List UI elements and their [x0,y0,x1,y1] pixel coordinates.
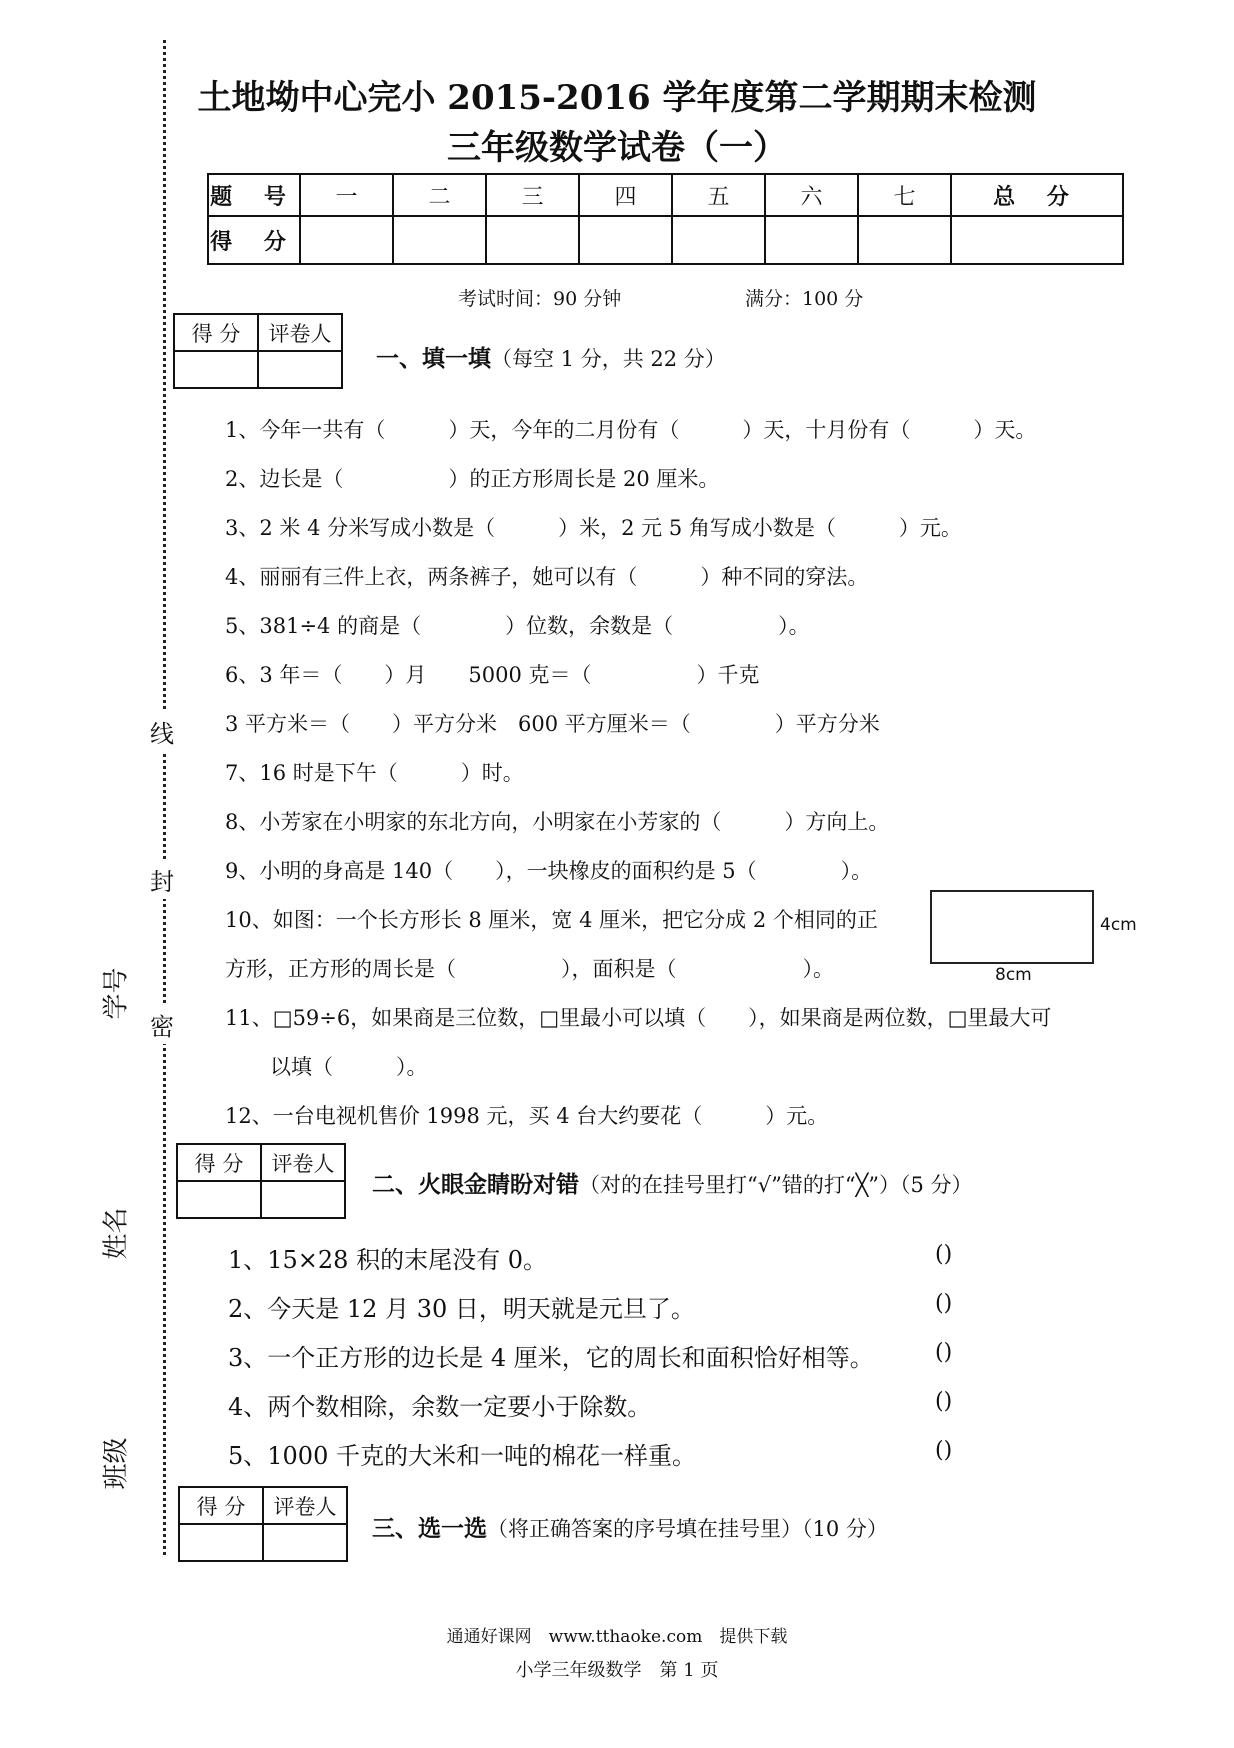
seal-char-feng: 封 [150,860,174,899]
score-table-col: 七 [858,174,951,216]
exam-title: 三年级数学试卷（一） [447,128,787,168]
grader-name-cell[interactable] [261,1181,345,1218]
grader-name-cell[interactable] [258,351,342,388]
score-table-total: 总 分 [951,174,1123,216]
score-cell[interactable] [393,216,486,264]
rectangle-figure [930,890,1094,964]
tf-item: 1、15×28 积的末尾没有 0。 [228,1246,547,1274]
grader-name-label: 评卷人 [263,1487,347,1524]
question: 3、2 米 4 分米写成小数是（ ）米，2 元 5 角写成小数是（ ）元。 [225,516,962,540]
question: 3 平方米＝（ ）平方分米 600 平方厘米＝（ ）平方分米 [225,712,880,736]
section3-title: 三、选一选 [372,1515,487,1542]
full-score: 满分：100 分 [745,288,864,310]
tf-item: 4、两个数相除，余数一定要小于除数。 [228,1393,652,1421]
grader-name-label: 评卷人 [258,314,342,351]
question: 2、边长是（ ）的正方形周长是 20 厘米。 [225,467,720,491]
score-table-col: 四 [579,174,672,216]
grader-score-label: 得 分 [179,1487,263,1524]
question: 9、小明的身高是 140（ ），一块橡皮的面积约是 5（ ）。 [225,859,873,883]
question: 11、□59÷6，如果商是三位数，□里最小可以填（ ），如果商是两位数，□里最大可 [225,1006,1052,1030]
score-table-col: 三 [486,174,579,216]
score-cell[interactable] [951,216,1123,264]
section2-heading [372,1166,973,1199]
score-table-row-label: 得 分 [208,216,300,264]
tf-item: 2、今天是 12 月 30 日，明天就是元旦了。 [228,1295,695,1323]
rect-width-label: 4cm [1100,915,1137,935]
score-cell[interactable] [858,216,951,264]
score-table-col: 二 [393,174,486,216]
section3-note: （将正确答案的序号填在挂号里）（10 分） [487,1517,888,1541]
score-table-col: 五 [672,174,765,216]
grader-score-cell[interactable] [179,1524,263,1561]
question: 4、丽丽有三件上衣，两条裤子，她可以有（ ）种不同的穿法。 [225,565,869,589]
answer-paren[interactable]: () [935,1242,953,1267]
footer-page: 小学三年级数学 第 1 页 [515,1660,719,1681]
score-table-col: 一 [300,174,393,216]
question: 12、一台电视机售价 1998 元，买 4 台大约要花（ ）元。 [225,1104,829,1128]
answer-paren[interactable]: () [935,1291,953,1316]
score-cell[interactable] [765,216,858,264]
question: 7、16 时是下午（ ）时。 [225,761,524,785]
student-name-label: 姓名 [101,1207,132,1260]
seal-char-mi: 密 [150,1005,174,1044]
section3-heading [372,1510,888,1543]
score-cell[interactable] [579,216,672,264]
score-table-col: 六 [765,174,858,216]
grader-score-label: 得 分 [177,1144,261,1181]
tf-item: 3、一个正方形的边长是 4 厘米，它的周长和面积恰好相等。 [228,1344,874,1372]
question: 1、今年一共有（ ）天，今年的二月份有（ ）天，十月份有（ ）天。 [225,418,1037,442]
score-cell[interactable] [486,216,579,264]
grader-score-cell[interactable] [177,1181,261,1218]
score-table [207,173,1124,265]
tf-item: 5、1000 千克的大米和一吨的棉花一样重。 [228,1442,696,1470]
score-table-header: 题 号 [208,174,300,216]
student-id-label: 学号 [101,967,132,1020]
question: 5、381÷4 的商是（ ）位数，余数是（ ）。 [225,614,810,638]
school-title: 土地坳中心完小 2015-2016 学年度第二学期期末检测 [197,78,1037,118]
grader-score-label: 得 分 [174,314,258,351]
grader-box [173,313,343,389]
question: 6、3 年＝（ ）月 5000 克＝（ ）千克 [225,663,760,687]
rect-length-label: 8cm [995,965,1032,985]
answer-paren[interactable]: () [935,1340,953,1365]
question: 8、小芳家在小明家的东北方向，小明家在小芳家的（ ）方向上。 [225,810,890,834]
question: 方形，正方形的周长是（ ），面积是（ ）。 [225,957,834,981]
section2-title: 二、火眼金睛盼对错 [372,1171,579,1198]
score-cell[interactable] [672,216,765,264]
section1-heading [376,340,726,373]
class-label: 班级 [101,1437,132,1490]
section2-note: （对的在挂号里打“√”错的打“╳”）（5 分） [579,1173,973,1197]
grader-name-cell[interactable] [263,1524,347,1561]
grader-name-label: 评卷人 [261,1144,345,1181]
section1-title: 一、填一填 [376,345,491,372]
binding-dotted-line [163,40,166,1555]
seal-char-xian: 线 [150,712,174,751]
answer-paren[interactable]: () [935,1438,953,1463]
grader-box [178,1486,348,1562]
answer-paren[interactable]: () [935,1389,953,1414]
question: 以填（ ）。 [270,1055,428,1079]
footer-source: 通通好课网 www.tthaoke.com 提供下载 [446,1627,788,1647]
question: 10、如图：一个长方形长 8 厘米，宽 4 厘米，把它分成 2 个相同的正 [225,908,878,932]
exam-time: 考试时间：90 分钟 [458,288,622,310]
score-cell[interactable] [300,216,393,264]
grader-score-cell[interactable] [174,351,258,388]
section1-note: （每空 1 分，共 22 分） [491,347,726,371]
grader-box [176,1143,346,1219]
